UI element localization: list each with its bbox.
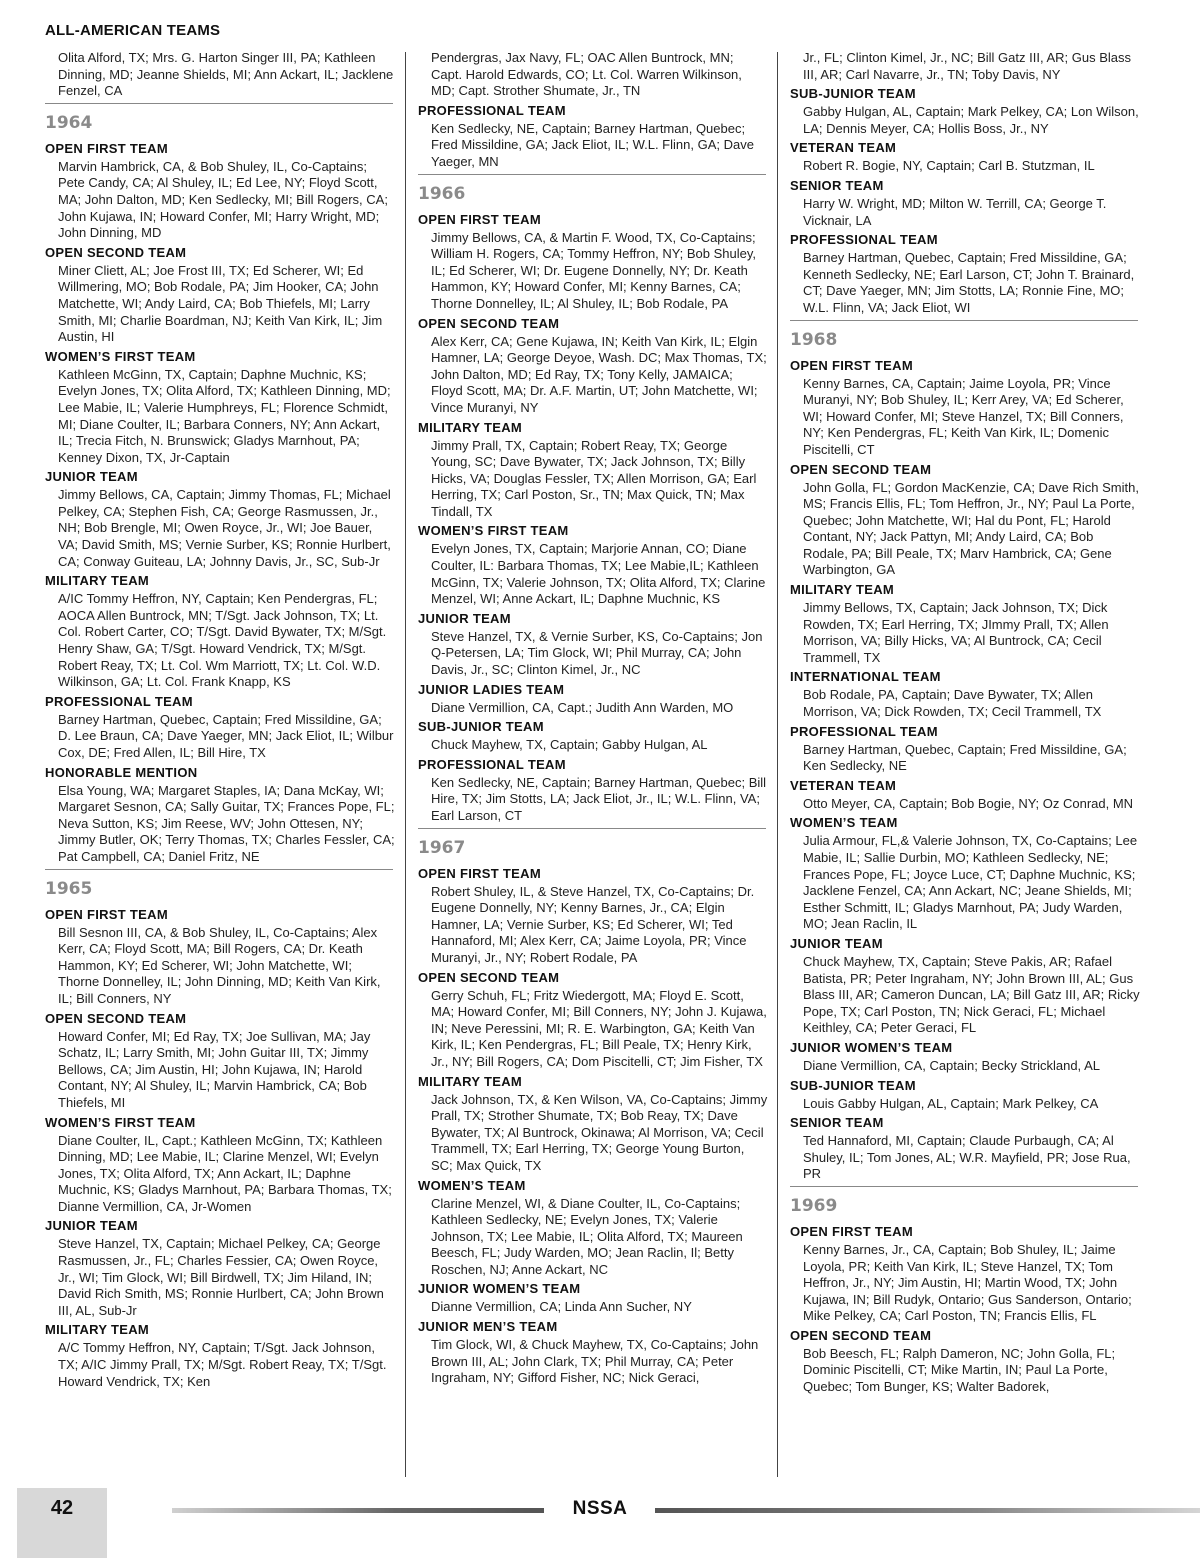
team-members: Marvin Hambrick, CA, & Bob Shuley, IL, Co-Captains; Pete Candy, CA; Al Shuley, IL; Ed Lee, NY; Floyd Scott, MA; John Dalton, MD; Ken Sedlecky, MI; Bill Rogers, CA; John Kujawa, IN; Howard Confer, MI; Harry Wright, MD; John Dinning, MD bbox=[58, 158, 388, 241]
team-members: Pendergras, Jax Navy, FL; OAC Allen Buntrock, MN; Capt. Harold Edwards, CO; Lt. Col. Warren Wilkinson, MD; Capt. Strother Shumate, Jr., TN bbox=[431, 50, 742, 99]
team-members: Kenny Barnes, Jr., CA, Captain; Bob Shuley, IL; Jaime Loyola, PR; Keith Van Kirk, IL; Steve Hanzel, TX; Tom Heffron, Jr., NY; Jim Austin, HI; Martin Wood, TX; John Kujawa, IN; Bill Rudyk, Ontario; Gus Sanderson, Ontario; Mike Pelkey, CA; Carl Poston, TN; Francis Ellis, FL bbox=[803, 1241, 1132, 1324]
team-members: Tim Glock, WI, & Chuck Mayhew, TX, Co-Captains; John Brown III, AL; John Clark, TX; Phil Murray, CA; Peter Ingraham, NY; Gifford Fisher, NC; Nick Geraci, bbox=[431, 1337, 759, 1386]
team-members: Robert Shuley, IL, & Steve Hanzel, TX, Co-Captains; Dr. Eugene Donnelly, NY; Kenny Barnes, Jr., CA; Elgin Hamner, LA; Vernie Surber, KS; Ed Scherer, WI; Ted Hannaford, MI; Alex Kerr, CA; Jaime Loyola, PR; Vince Muranyi, Jr., NY; Robert Rodale, PA bbox=[431, 883, 755, 965]
team-heading: PROFESSIONAL TEAM bbox=[418, 102, 566, 118]
team-heading: WOMEN’S FIRST TEAM bbox=[45, 348, 196, 364]
team-members: Otto Meyer, CA, Captain; Bob Bogie, NY; Oz Conrad, MN bbox=[803, 795, 1134, 811]
team-heading: OPEN SECOND TEAM bbox=[790, 461, 932, 477]
team-heading: MILITARY TEAM bbox=[418, 1073, 523, 1089]
team-members: Miner Cliett, AL; Joe Frost III, TX; Ed Scherer, WI; Ed Willmering, MO; Bob Rodale, PA; Jim Hooker, CA; John Matchette, WI; Andy Laird, CA; Bob Thiefels, MI; Larry Smith, MI; Charlie Boardman, NJ; Keith Van Kirk, IL; Jim Austin, HI bbox=[58, 262, 383, 345]
team-heading: OPEN FIRST TEAM bbox=[418, 865, 541, 881]
team-members: Kathleen McGinn, TX, Captain; Daphne Muchnic, KS; Evelyn Jones, TX; Olita Alford, TX; Kathleen Dinning, MD; Lee Mabie, IL; Valerie Humphreys, FL; Florence Schmidt, MI; Diane Coulter, IL; Barbara Conners, NY; Ann Ackart, IL; Trecia Fitch, N. Brunswick; Gladys Marnhout, PA; Kenney Dixon, TX, Jr-Captain bbox=[58, 366, 391, 465]
team-heading: SUB-JUNIOR TEAM bbox=[790, 86, 916, 102]
team-members: Jimmy Bellows, CA, Captain; Jimmy Thomas, FL; Michael Pelkey, CA; Stephen Fish, CA; George Rasmussen, Jr., NH; Bob Brengle, MI; Owen Royce, Jr., WI; Joe Bauer, VA; David Smith, MS; Vernie Surber, KS; Ronnie Hurlbert, CA; Conway Guiteau, LA; Johnny Davis, Jr., SC, Sub-Jr bbox=[58, 487, 391, 569]
team-heading: JUNIOR TEAM bbox=[45, 1218, 138, 1234]
year-heading: 1964 bbox=[45, 112, 93, 133]
team-members: Bob Beesch, FL; Ralph Dameron, NC; John Golla, FL; Dominic Piscitelli, CT; Mike Martin, IN; Paul La Porte, Quebec; Tom Bunger, KS; Walter Badorek, bbox=[803, 1345, 1116, 1395]
year-heading: 1969 bbox=[790, 1195, 838, 1216]
team-members: Julia Armour, FL,& Valerie Johnson, TX, Co-Captains; Lee Mabie, IL; Sallie Durbin, MO; Kathleen Sedlecky, NE; Frances Pope, FL; Joyce Luce, CT; Daphne Muchnic, KS; Jacklene Fenzel, CA; Ann Ackart, NC; Jeane Shields, MI; Esther Schmitt, IL; Gladys Marnhout, PA; Judy Warden, MO; Jean Raclin, IL bbox=[803, 833, 1138, 932]
team-heading: VETERAN TEAM bbox=[790, 777, 897, 793]
team-heading: JUNIOR WOMEN’S TEAM bbox=[790, 1039, 953, 1055]
team-heading: OPEN FIRST TEAM bbox=[418, 211, 541, 227]
section-divider bbox=[790, 320, 1138, 321]
team-members: Diane Coulter, IL, Capt.; Kathleen McGinn, TX; Kathleen Dinning, MD; Lee Mabie, IL; Clarine Menzel, WI; Evelyn Jones, TX; Olita Alford, TX; Ann Ackart, IL; Daphne Muchnic, KS; Gladys Marnhout, PA; Barbara Thomas, TX; Dianne Vermillion, CA, Jr-Women bbox=[58, 1132, 392, 1214]
team-members: Chuck Mayhew, TX, Captain; Steve Pakis, AR; Rafael Batista, PR; Peter Ingraham, NY; John Brown III, AL; Gus Blass III, AR; Cameron Duncan, LA; Bill Gatz III, AR; Ricky Pope, TX; Carl Poston, TN; Nick Geraci, FL; Michael Keithley, CA; Peter Geraci, FL bbox=[803, 953, 1140, 1036]
team-heading: JUNIOR TEAM bbox=[45, 469, 138, 485]
team-members: Howard Confer, MI; Ed Ray, TX; Joe Sullivan, MA; Jay Schatz, IL; Larry Smith, MI; John Guitar III, TX; Jimmy Bellows, CA; Jim Austin, HI; John Kujawa, IN; Harold Contant, NY; Al Shuley, IL; Marvin Hambrick, CA; Bob Thiefels, MI bbox=[58, 1028, 371, 1110]
team-heading: JUNIOR MEN’S TEAM bbox=[418, 1319, 558, 1335]
team-heading: OPEN FIRST TEAM bbox=[790, 357, 913, 373]
team-members: Dianne Vermillion, CA; Linda Ann Sucher, NY bbox=[431, 1299, 692, 1315]
footer-rule-left bbox=[172, 1508, 544, 1513]
column-divider bbox=[777, 52, 778, 1477]
team-heading: MILITARY TEAM bbox=[790, 582, 895, 598]
team-heading: INTERNATIONAL TEAM bbox=[790, 669, 941, 685]
team-heading: OPEN FIRST TEAM bbox=[45, 906, 168, 922]
section-divider bbox=[790, 1186, 1138, 1187]
team-members: Jack Johnson, TX, & Ken Wilson, VA, Co-Captains; Jimmy Prall, TX; Strother Shumate, TX; Bob Reay, TX; Dave Bywater, TX; Al Buntrock, Okinawa; Al Morrison, VA; Cecil Trammell, TX; Earl Herring, TX; George Young Burton, SC; Max Quick, TX bbox=[431, 1091, 768, 1173]
team-members: Louis Gabby Hulgan, AL, Captain; Mark Pelkey, CA bbox=[803, 1095, 1099, 1111]
year-heading: 1968 bbox=[790, 329, 838, 350]
page-title: ALL-AMERICAN TEAMS bbox=[45, 22, 221, 39]
team-heading: WOMEN’S FIRST TEAM bbox=[45, 1114, 196, 1130]
team-members: Bob Rodale, PA, Captain; Dave Bywater, TX; Allen Morrison, VA; Dick Rowden, TX; Cecil Trammell, TX bbox=[803, 687, 1102, 720]
team-members: Chuck Mayhew, TX, Captain; Gabby Hulgan, AL bbox=[431, 737, 708, 753]
team-heading: PROFESSIONAL TEAM bbox=[418, 756, 566, 772]
team-members: Harry W. Wright, MD; Milton W. Terrill, CA; George T. Vicknair, LA bbox=[803, 195, 1107, 228]
team-heading: JUNIOR LADIES TEAM bbox=[418, 681, 565, 697]
team-members: Alex Kerr, CA; Gene Kujawa, IN; Keith Van Kirk, IL; Elgin Hamner, LA; George Deyoe, Wash. DC; Max Thomas, TX; John Dalton, MD; Ed Ray, TX; Tony Kelly, JAMAICA; Floyd Scott, MA; Dr. A.F. Martin, UT; John Matchette, WI; Vince Muranyi, NY bbox=[431, 333, 767, 415]
page-number: 42 bbox=[50, 1497, 74, 1519]
team-members: Diane Vermillion, CA, Captain; Becky Strickland, AL bbox=[803, 1057, 1100, 1073]
team-heading: SUB-JUNIOR TEAM bbox=[790, 1077, 916, 1093]
team-members: Ted Hannaford, MI, Captain; Claude Purbaugh, CA; Al Shuley, IL; Tom Jones, AL; W.R. Mayfield, PR; Jose Rua, PR bbox=[803, 1133, 1131, 1182]
team-members: Clarine Menzel, WI, & Diane Coulter, IL, Co-Captains; Kathleen Sedlecky, NE; Evelyn Jones, TX; Valerie Johnson, TX; Lee Mabie, IL; Olita Alford, TX; Maureen Beesch, FL; Judy Warden, MO; Jean Raclin, Il; Betty Roschen, NJ; Anne Ackart, NC bbox=[431, 1195, 743, 1277]
team-heading: MILITARY TEAM bbox=[418, 419, 523, 435]
section-divider bbox=[418, 174, 766, 175]
column-3 bbox=[790, 50, 1140, 1396]
team-members: Robert R. Bogie, NY, Captain; Carl B. Stutzman, IL bbox=[803, 158, 1095, 174]
team-members: A/C Tommy Heffron, NY, Captain; T/Sgt. Jack Johnson, TX; A/IC Jimmy Prall, TX; M/Sgt. Robert Reay, TX; T/Sgt. Howard Vendrick, TX; Ken bbox=[58, 1340, 387, 1389]
team-members: Diane Vermillion, CA, Capt.; Judith Ann Warden, MO bbox=[431, 699, 734, 715]
team-heading: VETERAN TEAM bbox=[790, 140, 897, 156]
team-members: A/IC Tommy Heffron, NY, Captain; Ken Pendergras, FL; AOCA Allen Buntrock, MN; T/Sgt. Jack Johnson, TX; Lt. Col. Robert Carter, CO; T/Sgt. David Bywater, TX; M/Sgt. Henry Shaw, GA; T/Sgt. Howard Vendrick, TX; M/Sgt. Robert Reay, TX; Lt. Col. Wm Marriott, TX; Lt. Col. W.D. Wilkinson, GA; Lt. Col. Frank Knapp, KS bbox=[58, 591, 387, 690]
team-heading: WOMEN’S TEAM bbox=[790, 815, 898, 831]
team-heading: OPEN SECOND TEAM bbox=[45, 1010, 187, 1026]
team-members: Olita Alford, TX; Mrs. G. Harton Singer III, PA; Kathleen Dinning, MD; Jeanne Shields, MI; Ann Ackart, IL; Jacklene Fenzel, CA bbox=[58, 50, 394, 99]
team-heading: OPEN FIRST TEAM bbox=[45, 140, 168, 156]
team-members: Barney Hartman, Quebec, Captain; Fred Missildine, GA; D. Lee Braun, CA; Dave Yaeger, MN; Jack Eliot, IL; Wilbur Cox, DE; Fred Allen, IL; Bill Hire, TX bbox=[58, 711, 394, 760]
team-members: Elsa Young, WA; Margaret Staples, IA; Dana McKay, WI; Margaret Sesnon, CA; Sally Guitar, TX; Frances Pope, FL; Neva Sutton, KS; Jim Reese, WV; John Ottesen, NY; Jimmy Butler, OK; Terry Thomas, TX; Charles Fessler, CA; Pat Campbell, CA; Daniel Fritz, NE bbox=[58, 782, 395, 864]
team-heading: OPEN SECOND TEAM bbox=[418, 315, 560, 331]
team-heading: SENIOR TEAM bbox=[790, 1115, 884, 1131]
team-heading: MILITARY TEAM bbox=[45, 573, 150, 589]
team-members: Jimmy Bellows, TX, Captain; Jack Johnson, TX; Dick Rowden, TX; Earl Herring, TX; JImmy Prall, TX; Allen Morrison, VA; Billy Hicks, VA; Al Buntrock, CA; Cecil Trammell, TX bbox=[803, 600, 1109, 665]
team-members: Barney Hartman, Quebec, Captain; Fred Missildine, GA; Kenneth Sedlecky, NE; Earl Larson, CT; John T. Brainard, CT; Dave Yaeger, MN; Jim Stotts, LA; Ronnie Fine, MO; W.L. Flinn, VA; Jack Eliot, WI bbox=[803, 250, 1135, 315]
team-heading: OPEN SECOND TEAM bbox=[418, 969, 560, 985]
section-divider bbox=[45, 103, 393, 104]
team-members: Bill Sesnon III, CA, & Bob Shuley, IL, Co-Captains; Alex Kerr, CA; Floyd Scott, MA; Bill Rogers, CA; Dr. Keath Hammon, KY; Ed Scherer, WI; John Matchette, WI; Thorne Donnelley, IL; John Dinning, MD; Keith Van Kirk, IL; Bill Conners, NY bbox=[58, 924, 381, 1006]
team-members: John Golla, FL; Gordon MacKenzie, CA; Dave Rich Smith, MS; Francis Ellis, FL; Tom Heffron, Jr., NY; Paul La Porte, Quebec; John Matchette, WI; Hal du Pont, FL; Harold Contant, NY; Jack Pattyn, MI; Andy Laird, CA; Bob Rodale, PA; Bill Peale, TX; Marv Hambrick, CA; Gene Warbington, GA bbox=[803, 479, 1139, 578]
team-heading: PROFESSIONAL TEAM bbox=[790, 723, 938, 739]
team-heading: PROFESSIONAL TEAM bbox=[790, 232, 938, 248]
team-heading: JUNIOR TEAM bbox=[790, 935, 883, 951]
section-divider bbox=[45, 869, 393, 870]
team-heading: WOMEN’S FIRST TEAM bbox=[418, 523, 569, 539]
team-members: Jimmy Prall, TX, Captain; Robert Reay, TX; George Young, SC; Dave Bywater, TX; Jack Johnson, TX; Billy Hicks, VA; Douglas Fessler, TX; Allen Morrison, GA; Earl Herring, TX; Carl Poston, Sr., TN; Max Quick, TN; Max Tindall, TX bbox=[431, 437, 757, 519]
team-members: Steve Hanzel, TX, Captain; Michael Pelkey, CA; George Rasmussen, Jr., FL; Charles Fessier, CA; Owen Royce, Jr., WI; Tim Glock, WI; Bill Birdwell, TX; Jim Hiland, IN; David Rich Smith, MS; Ronnie Hurlbert, CA; John Brown III, AL, Sub-Jr bbox=[58, 1236, 384, 1318]
team-members: Ken Sedlecky, NE, Captain; Barney Hartman, Quebec; Fred Missildine, GA; Jack Eliot, IL; W.L. Flinn, GA; Dave Yaeger, MN bbox=[431, 120, 754, 169]
team-heading: MILITARY TEAM bbox=[45, 1322, 150, 1338]
section-divider bbox=[418, 828, 766, 829]
team-members: Ken Sedlecky, NE, Captain; Barney Hartman, Quebec; Bill Hire, TX; Jim Stotts, LA; Jack Eliot, Jr., IL; W.L. Flinn, VA; Earl Larson, CT bbox=[431, 774, 767, 823]
team-members: Gerry Schuh, FL; Fritz Wiedergott, MA; Floyd E. Scott, MA; Howard Confer, MI; Bill Conners, NY; John J. Kujawa, IN; Neve Peressini, MI; R. E. Warbington, GA; Keith Van Kirk, IL; Ken Pendergras, FL; Bill Peale, TX; Henry Kirk, Jr., NY; Bill Rogers, CA; Dom Piscitelli, CT; Jim Fisher, TX bbox=[431, 987, 767, 1069]
team-heading: HONORABLE MENTION bbox=[45, 764, 198, 780]
team-members: Jr., FL; Clinton Kimel, Jr., NC; Bill Gatz III, AR; Gus Blass III, AR; Carl Navarre, Jr., TN; Toby Davis, NY bbox=[803, 50, 1131, 82]
team-heading: PROFESSIONAL TEAM bbox=[45, 693, 193, 709]
team-heading: OPEN FIRST TEAM bbox=[790, 1223, 913, 1239]
column-divider bbox=[405, 52, 406, 1477]
team-members: Gabby Hulgan, AL, Captain; Mark Pelkey, CA; Lon Wilson, LA; Dennis Meyer, CA; Hollis Boss, Jr., NY bbox=[803, 104, 1139, 136]
team-heading: JUNIOR TEAM bbox=[418, 610, 511, 626]
year-heading: 1967 bbox=[418, 837, 466, 858]
year-heading: 1965 bbox=[45, 878, 93, 899]
team-members: Barney Hartman, Quebec, Captain; Fred Missildine, GA; Ken Sedlecky, NE bbox=[803, 741, 1127, 774]
column-2 bbox=[418, 50, 768, 1387]
footer-brand: NSSA bbox=[572, 1498, 628, 1519]
team-members: Jimmy Bellows, CA, & Martin F. Wood, TX, Co-Captains; William H. Rogers, CA; Tommy Heffron, NY; Bob Shuley, IL; Ed Scherer, WI; Dr. Eugene Donnelly, NY; Dr. Keath Hammon, KY; Howard Confer, MI; Kenny Barnes, CA; Thorne Donnelley, IL; Al Shuley, IL; Bob Rodale, PA bbox=[431, 229, 756, 311]
team-heading: SUB-JUNIOR TEAM bbox=[418, 719, 544, 735]
team-members: Steve Hanzel, TX, & Vernie Surber, KS, Co-Captains; Jon Q-Petersen, LA; Tim Glock, WI; Phil Murray, CA; John Davis, Jr., SC; Clinton Kimel, Jr., NC bbox=[431, 628, 763, 678]
team-heading: OPEN SECOND TEAM bbox=[790, 1327, 932, 1343]
team-members: Evelyn Jones, TX, Captain; Marjorie Annan, CO; Diane Coulter, IL: Barbara Thomas, TX; Lee Mabie,IL; Kathleen McGinn, TX; Valerie Johnson, TX; Olita Alford, TX; Clarine Menzel, WI; Anne Ackart, IL; Daphne Muchnic, KS bbox=[431, 541, 766, 607]
team-heading: JUNIOR WOMEN’S TEAM bbox=[418, 1281, 581, 1297]
column-1 bbox=[45, 50, 395, 1390]
team-heading: WOMEN’S TEAM bbox=[418, 1177, 526, 1193]
team-members: Kenny Barnes, CA, Captain; Jaime Loyola, PR; Vince Muranyi, NY; Bob Shuley, IL; Kerr Arey, VA; Ed Scherer, WI; Howard Confer, MI; Steve Hanzel, TX; Bill Conners, NY; Ken Pendergras, FL; Keith Van Kirk, IL; Domenic Piscitelli, CT bbox=[803, 375, 1124, 457]
team-heading: SENIOR TEAM bbox=[790, 177, 884, 193]
footer-rule-right bbox=[655, 1508, 1200, 1513]
team-heading: OPEN SECOND TEAM bbox=[45, 244, 187, 260]
year-heading: 1966 bbox=[418, 183, 466, 204]
